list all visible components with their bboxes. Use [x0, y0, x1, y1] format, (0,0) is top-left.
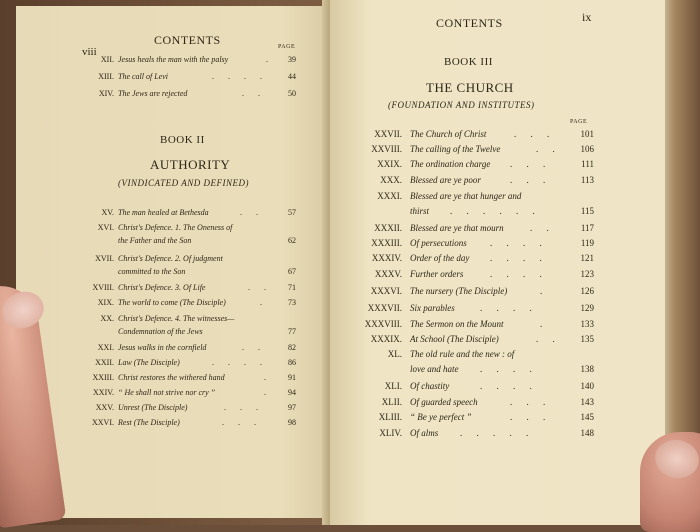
- toc-leader-dots: .: [540, 319, 549, 329]
- toc-entry-title: Of guarded speech: [410, 397, 478, 407]
- toc-entry-page: 71: [288, 283, 296, 292]
- left-running-head: CONTENTS: [154, 33, 221, 47]
- toc-entry-page: 121: [580, 253, 594, 263]
- toc-entry-page: 50: [288, 89, 296, 98]
- toc-entry-page: 77: [288, 327, 296, 336]
- toc-entry-page: 44: [288, 72, 296, 81]
- toc-entry-page: 97: [288, 403, 296, 412]
- section-title: AUTHORITY: [150, 157, 231, 172]
- toc-entry-number: XXXV.: [374, 269, 402, 279]
- toc-leader-dots: . . . .: [490, 238, 548, 248]
- toc-leader-dots: .: [260, 298, 268, 307]
- toc-entry-page: 133: [580, 319, 594, 329]
- toc-entry-title-line2: Condemnation of the Jews: [118, 327, 203, 336]
- toc-entry-title: Blessed are ye that mourn: [410, 223, 504, 233]
- toc-entry-number: XXX.: [380, 175, 402, 185]
- toc-entry-title: Of chastity: [410, 381, 450, 391]
- left-top-entries: [16, 53, 328, 113]
- toc-entry-title: Of alms: [410, 428, 439, 438]
- toc-entry-page: 145: [580, 412, 594, 422]
- toc-leader-dots: . .: [240, 208, 264, 217]
- toc-entry-title: Christ restores the withered hand: [118, 373, 225, 382]
- left-page: [16, 6, 328, 518]
- toc-leader-dots: . .: [248, 283, 272, 292]
- toc-leader-dots: . . . .: [480, 381, 538, 391]
- toc-entry-title: The nursery (The Disciple): [410, 286, 508, 296]
- toc-entry-page: 126: [580, 286, 594, 296]
- toc-entry-title-line2: the Father and the Son: [118, 236, 192, 245]
- toc-entry-title: “ He shall not strive nor cry ”: [118, 388, 216, 397]
- toc-entry-page: 73: [288, 298, 296, 307]
- toc-entry-title-line2: committed to the Son: [118, 267, 186, 276]
- toc-entry-title: The ordination charge: [410, 159, 491, 169]
- toc-leader-dots: . . .: [222, 418, 262, 427]
- toc-entry-page: 111: [581, 159, 594, 169]
- toc-entry-number: XXXIII.: [371, 238, 402, 248]
- toc-entry-number: XLI.: [384, 381, 402, 391]
- toc-entry-page: 148: [580, 428, 594, 438]
- toc-leader-dots: . .: [242, 89, 266, 98]
- toc-entry-title: The Sermon on the Mount: [410, 319, 504, 329]
- right-page-column-label: PAGE: [570, 119, 588, 125]
- toc-entry-number: XXIII.: [92, 373, 114, 382]
- toc-entry-number: XL.: [387, 349, 402, 359]
- toc-entry-page: 39: [288, 55, 296, 64]
- toc-leader-dots: . . .: [510, 397, 552, 407]
- toc-entry-number: XXXVII.: [367, 303, 402, 313]
- toc-entry-number: XXXII.: [374, 223, 402, 233]
- toc-entry-number: XXII.: [95, 358, 114, 367]
- toc-entry-page: 62: [288, 236, 296, 245]
- toc-entry-page: 115: [580, 206, 594, 216]
- toc-entry-title: The world to come (The Disciple): [118, 298, 226, 307]
- toc-entry-page: 129: [580, 303, 594, 313]
- toc-entry-number: XX.: [100, 314, 114, 323]
- right-page-number: ix: [582, 10, 592, 24]
- toc-entry-title: The Church of Christ: [410, 129, 487, 139]
- toc-leader-dots: . .: [536, 144, 561, 154]
- toc-entry-title: Order of the day: [410, 253, 470, 263]
- toc-entry-page: 91: [288, 373, 296, 382]
- toc-entry-number: XIV.: [98, 89, 114, 98]
- toc-leader-dots: .: [264, 373, 272, 382]
- toc-leader-dots: .: [266, 55, 274, 64]
- toc-entry-number: XLIV.: [379, 428, 402, 438]
- toc-entry-number: XLII.: [381, 397, 402, 407]
- right-page: [330, 0, 665, 525]
- toc-leader-dots: . . . .: [490, 269, 548, 279]
- toc-entry-title: Jesus walks in the cornfield: [118, 343, 207, 352]
- toc-entry-page: 57: [288, 208, 296, 217]
- toc-entry-number: XXIV.: [93, 388, 114, 397]
- toc-entry-number: XXIX.: [377, 159, 402, 169]
- toc-leader-dots: . .: [242, 343, 266, 352]
- toc-entry-title: Of persecutions: [410, 238, 467, 248]
- toc-entry-number: XXXVIII.: [364, 319, 402, 329]
- toc-entry-page: 67: [288, 267, 296, 276]
- toc-entry-title: The call of Levi: [118, 72, 168, 81]
- toc-entry-number: XXVIII.: [371, 144, 402, 154]
- toc-entry-title-line2: thirst: [410, 206, 430, 216]
- toc-entry-title: Six parables: [410, 303, 455, 313]
- toc-leader-dots: . . .: [510, 412, 552, 422]
- toc-leader-dots: . . . .: [480, 303, 538, 313]
- left-page-column-label: PAGE: [278, 44, 296, 50]
- toc-entry-page: 113: [580, 175, 594, 185]
- toc-entry-title: The Jews are rejected: [118, 89, 188, 98]
- toc-entry-page: 143: [580, 397, 594, 407]
- toc-entry-title: Christ's Defence. 1. The Oneness of: [118, 223, 233, 232]
- toc-leader-dots: . .: [536, 334, 561, 344]
- toc-entry-title: The calling of the Twelve: [410, 144, 501, 154]
- toc-leader-dots: . . . . . .: [450, 206, 541, 216]
- toc-entry-title: Christ's Defence. 4. The witnesses—: [118, 314, 235, 323]
- toc-entry-page: 119: [580, 238, 594, 248]
- toc-entry-page: 101: [580, 129, 594, 139]
- toc-entry-title: Blessed are ye that hunger and: [410, 191, 522, 201]
- toc-leader-dots: . .: [530, 223, 555, 233]
- toc-leader-dots: . . .: [510, 159, 552, 169]
- left-page-number: viii: [82, 46, 97, 58]
- toc-entry-number: XXXI.: [377, 191, 402, 201]
- right-toc-list: [330, 128, 665, 448]
- toc-entry-title: Blessed are ye poor: [410, 175, 481, 185]
- toc-entry-title: “ Be ye perfect ”: [410, 412, 472, 422]
- section-title: THE CHURCH: [426, 80, 514, 95]
- toc-entry-number: XXXIX.: [370, 334, 402, 344]
- toc-entry-number: XXVI.: [92, 418, 114, 427]
- toc-leader-dots: . . .: [224, 403, 264, 412]
- toc-leader-dots: . . . .: [212, 358, 268, 367]
- toc-entry-title: At School (The Disciple): [410, 334, 499, 344]
- toc-entry-title: Jesus heals the man with the palsy: [118, 55, 229, 64]
- toc-entry-title: The man healed at Bethesda: [118, 208, 209, 217]
- toc-entry-number: XXXVI.: [370, 286, 402, 296]
- left-toc-list: [16, 206, 328, 436]
- toc-entry-page: 123: [580, 269, 594, 279]
- section-subtitle: (VINDICATED AND DEFINED): [118, 178, 249, 188]
- toc-entry-number: XLIII.: [378, 412, 402, 422]
- toc-entry-page: 94: [288, 388, 296, 397]
- toc-entry-number: XVI.: [97, 223, 114, 232]
- toc-leader-dots: . . . .: [480, 364, 538, 374]
- toc-entry-title: Law (The Disciple): [118, 358, 180, 367]
- toc-entry-title: The old rule and the new : of: [410, 349, 515, 359]
- toc-leader-dots: . . . .: [490, 253, 548, 263]
- toc-entry-page: 98: [288, 418, 296, 427]
- toc-entry-page: 140: [580, 381, 594, 391]
- right-running-head: CONTENTS: [436, 16, 503, 30]
- toc-entry-page: 138: [580, 364, 594, 374]
- book-heading: BOOK II: [160, 134, 205, 146]
- toc-entry-title: Christ's Defence. 2. Of judgment: [118, 254, 223, 263]
- toc-leader-dots: .: [264, 388, 272, 397]
- toc-entry-number: XII.: [100, 55, 114, 64]
- toc-leader-dots: . . .: [510, 175, 552, 185]
- toc-entry-number: XXV.: [95, 403, 114, 412]
- toc-leader-dots: . . . .: [212, 72, 268, 81]
- toc-entry-title-line2: love and hate: [410, 364, 459, 374]
- toc-entry-number: XV.: [101, 208, 114, 217]
- toc-entry-number: XXVII.: [374, 129, 402, 139]
- toc-entry-page: 135: [580, 334, 594, 344]
- toc-entry-title: Further orders: [410, 269, 464, 279]
- toc-entry-number: XVII.: [95, 254, 114, 263]
- book-heading: BOOK III: [444, 56, 493, 68]
- toc-entry-title: Christ's Defence. 3. Of Life: [118, 283, 206, 292]
- toc-entry-title: Unrest (The Disciple): [118, 403, 188, 412]
- toc-entry-number: XIX.: [97, 298, 114, 307]
- toc-entry-page: 82: [288, 343, 296, 352]
- toc-entry-number: XXXIV.: [371, 253, 402, 263]
- toc-leader-dots: . . . . .: [460, 428, 535, 438]
- toc-entry-page: 117: [580, 223, 594, 233]
- toc-leader-dots: .: [540, 286, 549, 296]
- toc-entry-page: 106: [580, 144, 594, 154]
- toc-entry-number: XIII.: [98, 72, 114, 81]
- toc-entry-number: XXI.: [97, 343, 114, 352]
- section-subtitle: (FOUNDATION AND INSTITUTES): [388, 100, 535, 110]
- toc-entry-page: 86: [288, 358, 296, 367]
- toc-leader-dots: . . .: [514, 129, 556, 139]
- toc-entry-title: Rest (The Disciple): [118, 418, 180, 427]
- toc-entry-number: XVIII.: [92, 283, 114, 292]
